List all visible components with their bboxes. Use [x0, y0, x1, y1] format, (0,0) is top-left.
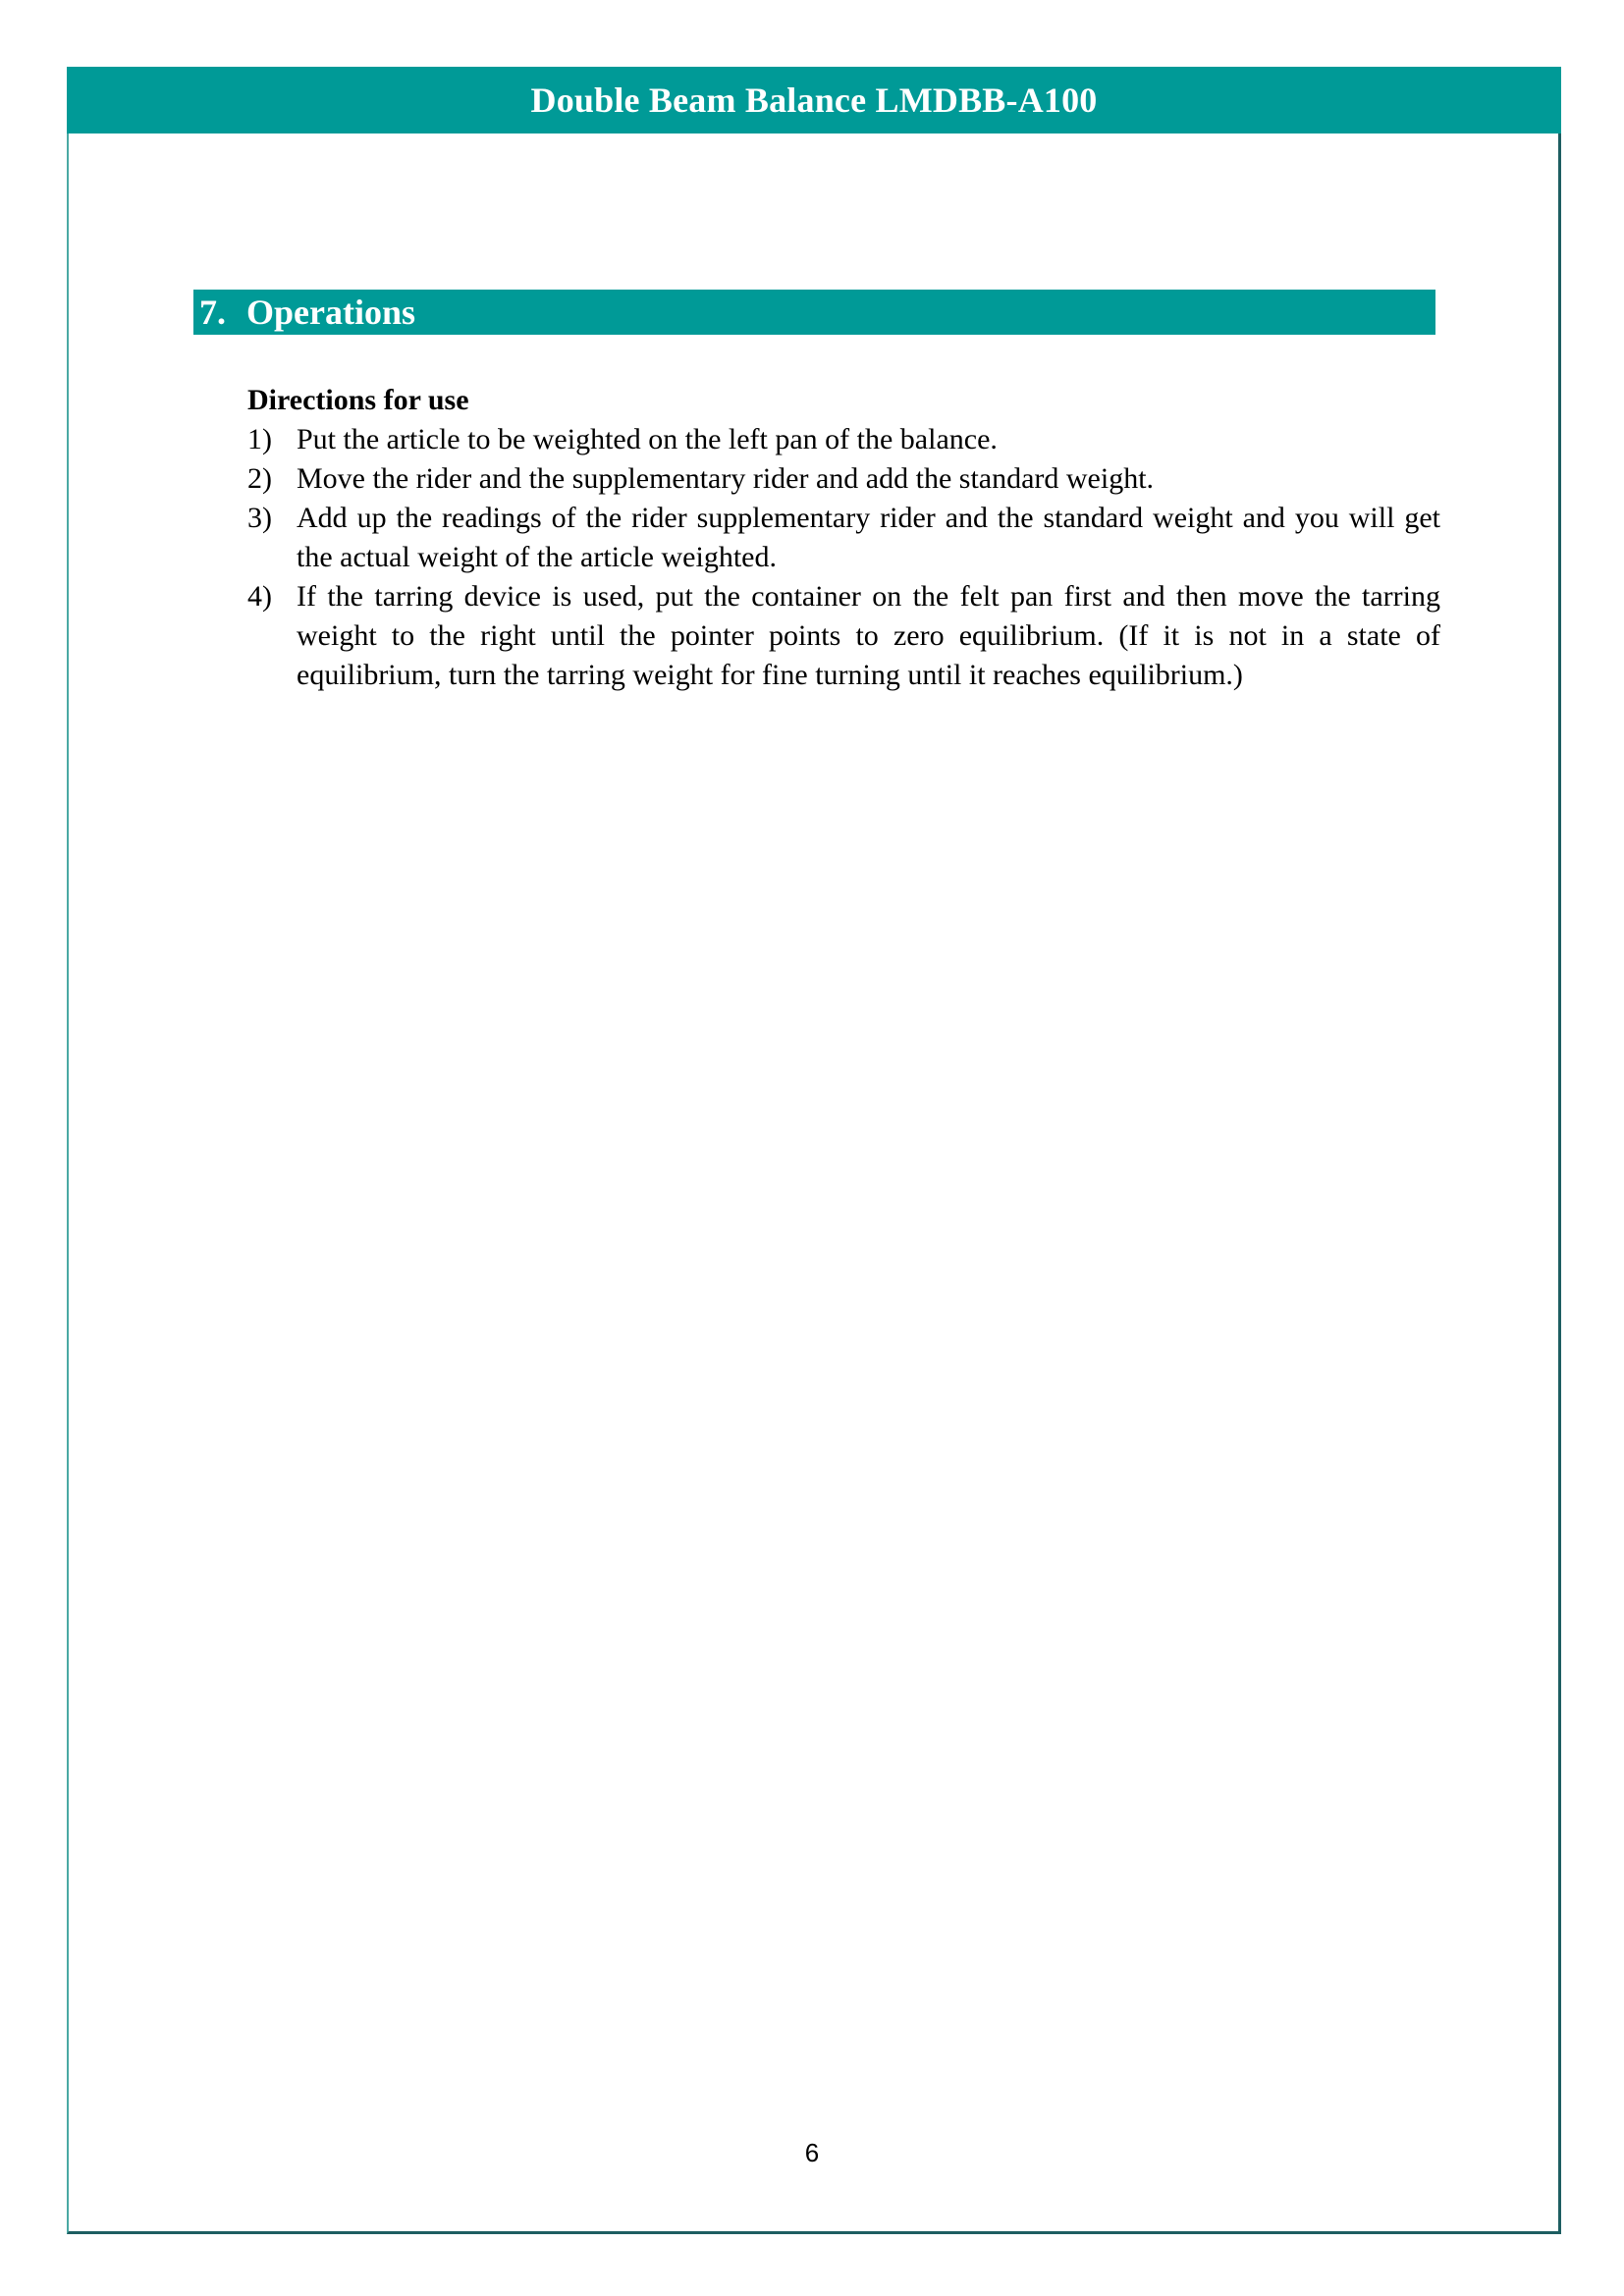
step-number: 4) — [247, 580, 272, 613]
section-heading — [193, 290, 1435, 335]
step-text: Move the rider and the supplementary rider and add the standard weight. — [297, 462, 1155, 495]
step-text: If the tarring device is used, put the container on the felt pan first and then move the tarring weight to the right until the pointer points to zero equilibrium. (If it is not in a state of equilibrium, turn the tarring weight for fine turning until it reaches equilibrium.) — [297, 580, 1440, 691]
page-number: 6 — [804, 2138, 820, 2167]
directions-list — [247, 420, 1440, 695]
direction-step — [247, 499, 1440, 577]
document-header — [67, 67, 1561, 133]
step-text: Add up the readings of the rider supplementary rider and the standard weight and you will get the actual weight of the article weighted. — [297, 502, 1440, 573]
directions-heading: Directions for use — [247, 384, 469, 416]
step-number: 3) — [247, 502, 272, 534]
direction-step — [247, 459, 1440, 499]
direction-step — [247, 420, 1440, 459]
step-text: Put the article to be weighted on the left pan of the balance. — [297, 423, 998, 455]
direction-step — [247, 577, 1440, 695]
document-title: Double Beam Balance LMDBB-A100 — [530, 80, 1098, 120]
directions-block — [247, 381, 1440, 695]
step-number: 2) — [247, 462, 272, 495]
section-number: 7. — [199, 293, 226, 332]
section-title: Operations — [246, 293, 416, 332]
step-number: 1) — [247, 423, 272, 455]
